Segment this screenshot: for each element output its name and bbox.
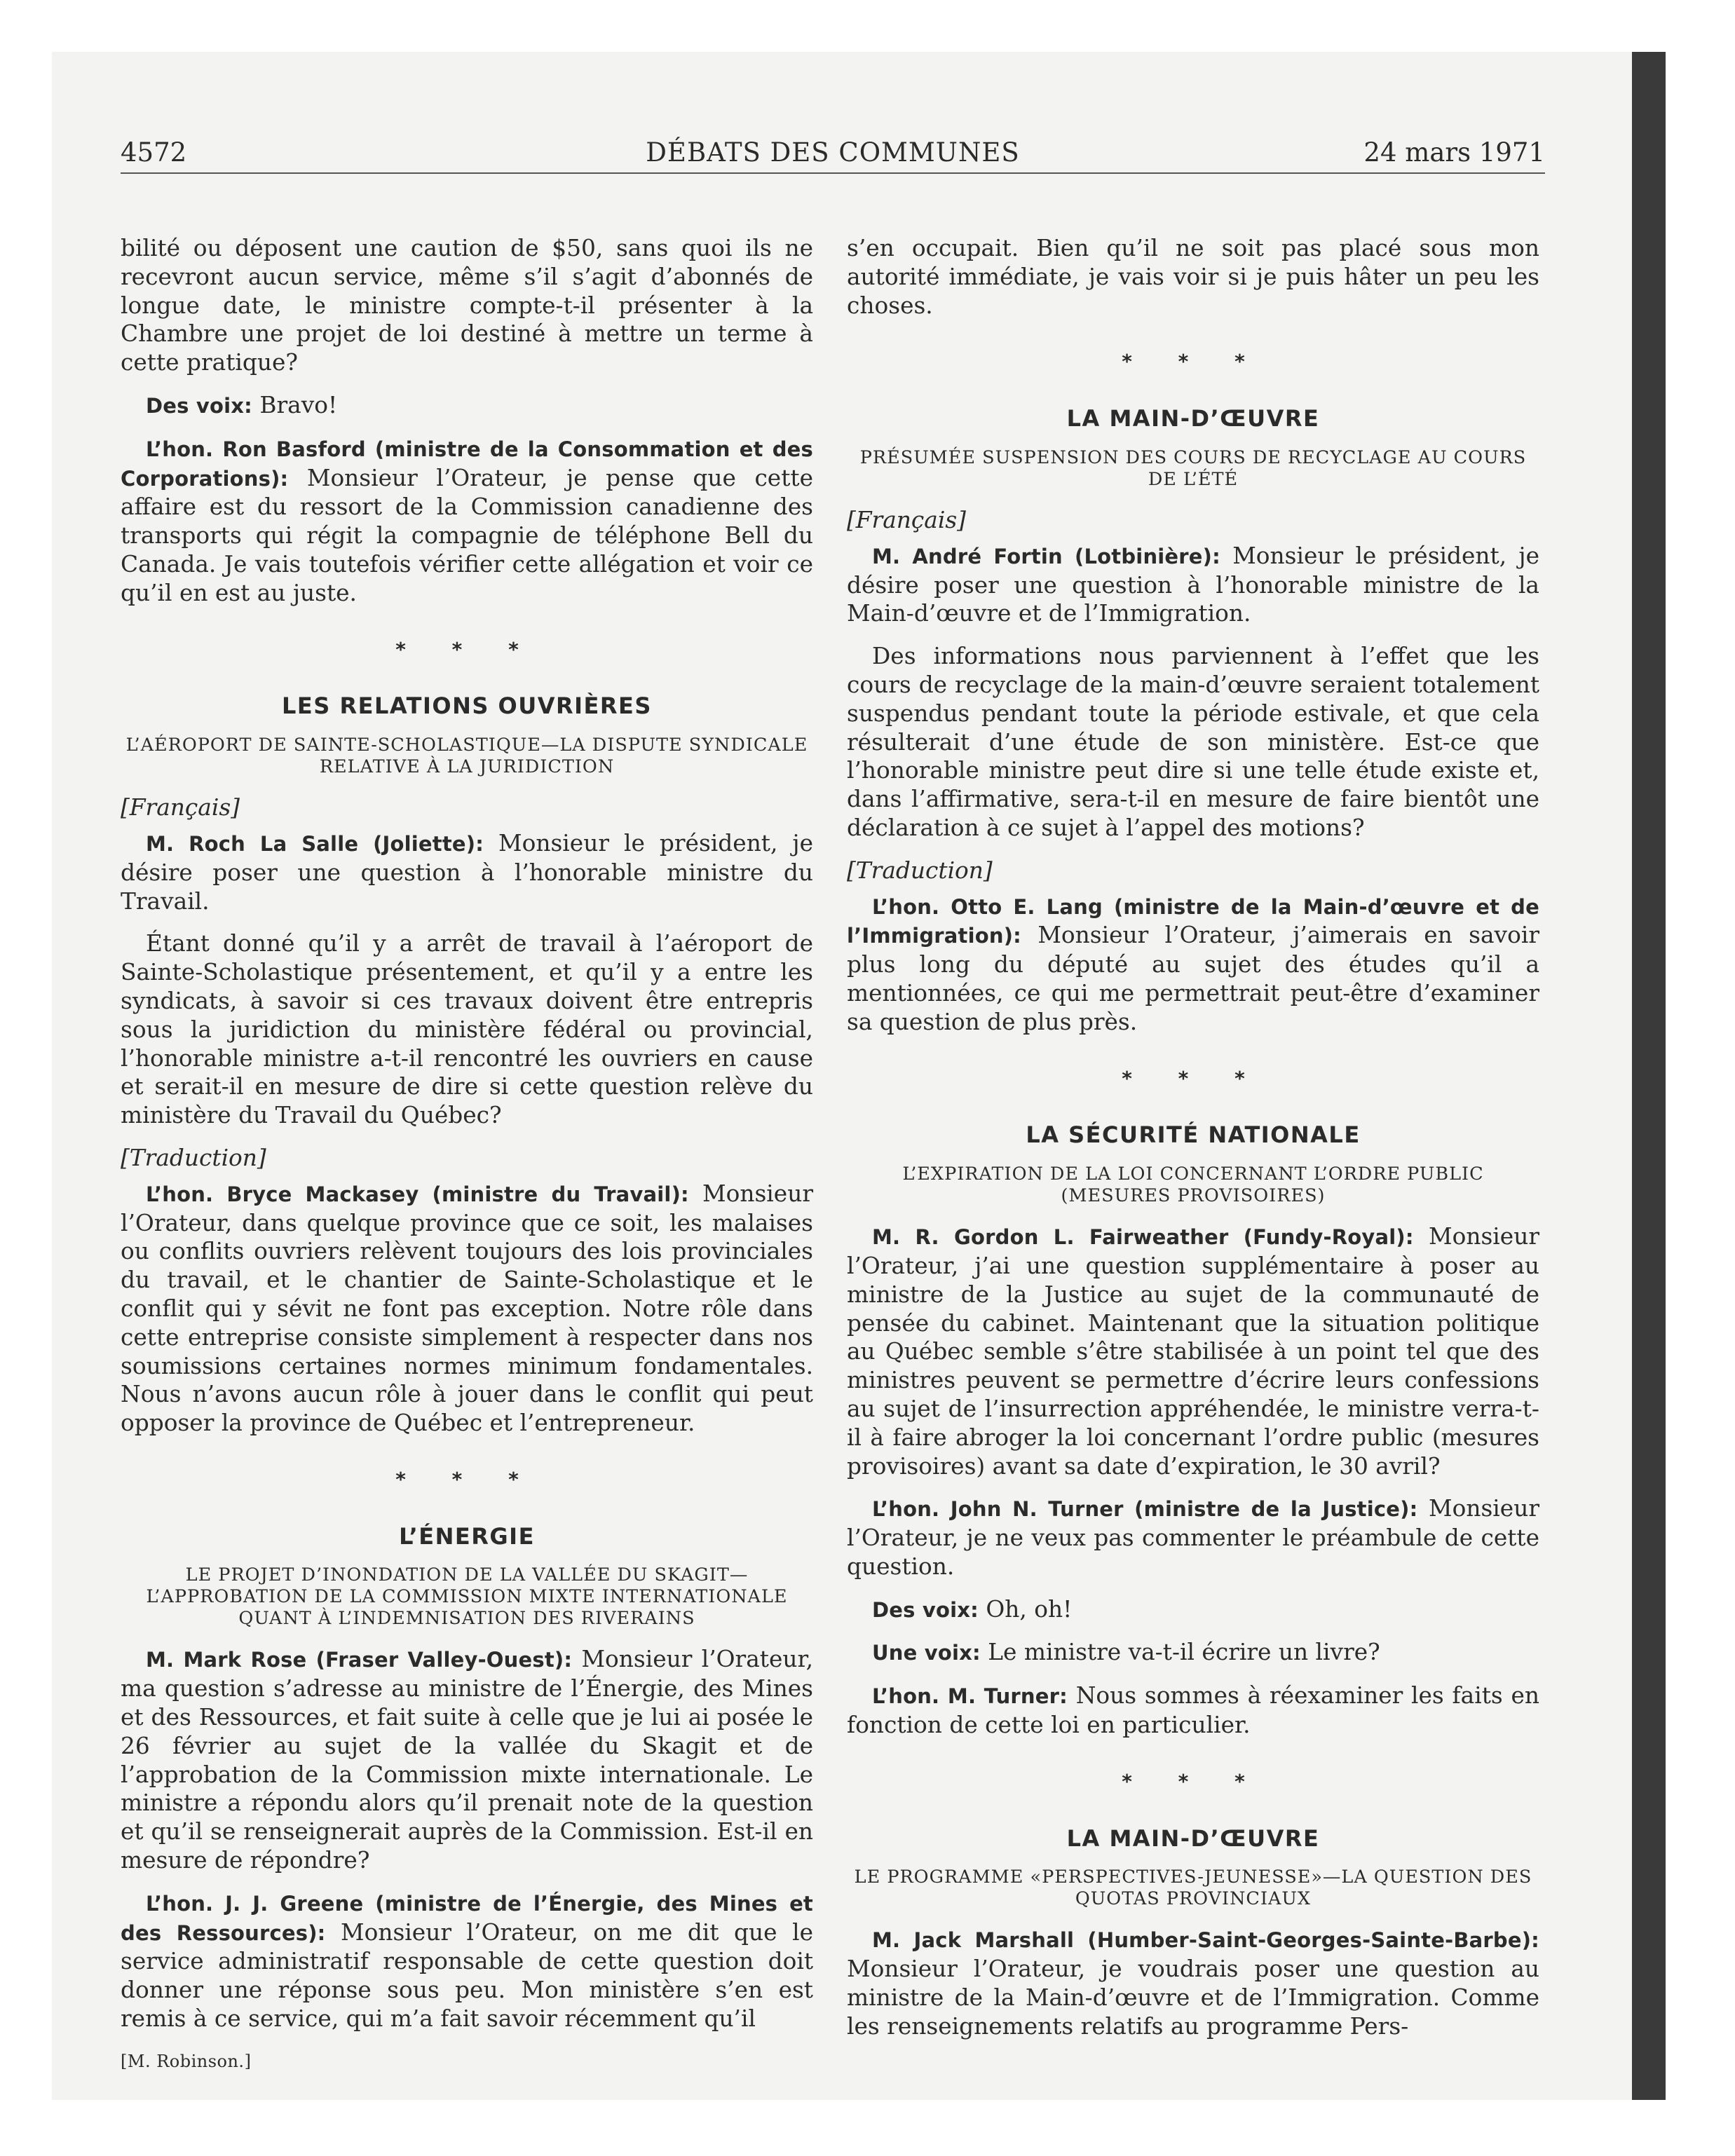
paragraph: Des informations nous parviennent à l’effet que les cours de recyclage de la main-d’œuvre seraient totalement suspendus pendant toute la période estivale, et que cela résulterait d’une étude de son ministère. Est-ce que l’honorable ministre peut dire si une telle étude existe et, dans l’affirmative, sera-t-il en mesure de faire bientôt une déclaration à ce sujet à l’appel des motions?	[847, 643, 1539, 841]
speaker: L’hon. John N. Turner (ministre de la Justice):	[872, 1497, 1418, 1522]
section-subheading: L’AÉROPORT DE SAINTE-SCHOLASTIQUE—LA DISPUTE SYNDICALE RELATIVE À LA JURIDICTION	[125, 735, 808, 778]
speaker: L’hon. Ron Basford (ministre de la Consommation et des Corporations):	[121, 437, 813, 491]
language-marker: [Traduction]	[847, 857, 993, 884]
section-separator: * * *	[1122, 350, 1265, 374]
section-subheading: PRÉSUMÉE SUSPENSION DES COURS DE RECYCLAGE AU COURS DE L’ÉTÉ	[859, 446, 1527, 490]
speaker: Une voix:	[872, 1641, 981, 1665]
paragraph	[847, 892, 1539, 1037]
speaker: Des voix:	[872, 1597, 979, 1622]
speaker: M. R. Gordon L. Fairweather (Fundy-Royal):	[872, 1225, 1414, 1250]
section-separator: * * *	[1122, 1066, 1265, 1090]
speech: Monsieur l’Orateur, je voudrais poser une question au ministre de la Main-d’œuvre et de l’Immigration. Comme les renseignements relatifs au programme Pers-	[847, 1956, 1539, 2040]
paragraph	[121, 1180, 813, 1438]
section-heading: LES RELATIONS OUVRIÈRES	[282, 692, 652, 720]
speech: Monsieur l’Orateur, dans quelque province que ce soit, les malaises ou conflits ouvriers relèvent toujours des lois provinciales du travail, et le chantier de Sainte-Scholastique et le conflit qui y sévit ne font pas exception. Notre rôle dans cette entreprise consiste simplement à respecter dans nos soumissions certaines normes minimum fondamentales. Nous n’avons aucun rôle à jouer dans le conflit qui peut opposer la province de Québec et l’entrepreneur.	[121, 1180, 814, 1437]
language-marker: [Traduction]	[121, 1144, 266, 1171]
paragraph	[847, 1222, 1539, 1480]
speech: Monsieur le président, je désire poser une question à l’honorable ministre du Travail.	[121, 829, 813, 915]
publication-title: DÉBATS DES COMMUNES	[646, 137, 1020, 168]
section-subheading: LE PROJET D’INONDATION DE LA VALLÉE DU SKAGIT—L’APPROBATION DE LA COMMISSION MIXTE INTERNATIONALE QUANT À L’INDEMNISATION DES RIVERAINS	[146, 1564, 788, 1630]
section-heading: LA MAIN-D’ŒUVRE	[1066, 1824, 1320, 1852]
section-heading: LA SÉCURITÉ NATIONALE	[1026, 1121, 1361, 1149]
speaker: M. André Fortin (Lotbinière):	[872, 544, 1220, 568]
speech: Monsieur l’Orateur, j’aimerais en savoir plus long du député au sujet des études qu’il a mentionnées, ce qui me permettrait peut-être d’examiner sa question de plus près.	[847, 922, 1539, 1035]
scan-edge-bar	[1632, 52, 1666, 2100]
paragraph	[121, 1645, 813, 1874]
speaker: L’hon. Bryce Mackasey (ministre du Travail):	[146, 1182, 689, 1206]
speaker: M. Jack Marshall (Humber-Saint-Georges-Sainte-Barbe):	[872, 1928, 1539, 1953]
speaker: M. Roch La Salle (Joliette):	[146, 831, 484, 856]
speaker: L’hon. J. J. Greene (ministre de l’Énergie, des Mines et des Ressources):	[121, 1891, 813, 1945]
speech: Nous sommes à réexaminer les faits en fonction de cette loi en particulier.	[847, 1682, 1539, 1739]
paragraph	[847, 1681, 1539, 1740]
section-subheading: L’EXPIRATION DE LA LOI CONCERNANT L’ORDRE PUBLIC (MESURES PROVISOIRES)	[902, 1164, 1484, 1207]
speech: Monsieur le président, je désire poser une question à l’honorable ministre de la Main-d’œuvre et de l’Immigration.	[847, 542, 1539, 627]
paragraph: bilité ou déposent une caution de $50, sans quoi ils ne recevront aucun service, même s’il s’agit d’abonnés de longue date, le ministre compte-t-il présenter à la Chambre une projet de loi destiné à mettre un terme à cette pratique?	[121, 235, 813, 376]
page-header	[121, 137, 1545, 174]
speech: Monsieur l’Orateur, je ne veux pas commenter le préambule de cette question.	[847, 1495, 1540, 1580]
speech: Monsieur l’Orateur, je pense que cette affaire est du ressort de la Commission canadienne des transports qui régit la compagnie de téléphone Bell du Canada. Je vais toutefois vérifier cette allégation et voir ce qu’il en est au juste.	[121, 464, 813, 606]
paragraph	[847, 542, 1539, 628]
language-marker: [Français]	[121, 794, 240, 821]
speaker: L’hon. Otto E. Lang (ministre de la Main-d’œuvre et de l’Immigration):	[847, 894, 1539, 948]
publication-date: 24 mars 1971	[1363, 137, 1545, 168]
section-separator: * * *	[395, 1467, 538, 1491]
page-number: 4572	[121, 137, 187, 168]
footer-note: [M. Robinson.]	[121, 2051, 252, 2071]
language-marker: [Français]	[847, 506, 966, 533]
paragraph	[121, 391, 813, 421]
paragraph	[121, 829, 813, 915]
section-heading: L’ÉNERGIE	[399, 1522, 535, 1550]
paragraph	[847, 1595, 1539, 1625]
right-column	[847, 234, 1539, 2055]
speaker: Des voix:	[146, 393, 252, 418]
speaker: L’hon. M. Turner:	[872, 1684, 1068, 1709]
speech: Monsieur l’Orateur, ma question s’adresse au ministre de l’Énergie, des Mines et des Ressources, et fait suite à celle que je lui ai posée le 26 février au sujet de la vallée du Skagit et de l’approbation de la Commission mixte internationale. Le ministre a répondu alors qu’il prenait note de la question et qu’il se renseignerait auprès de la Commission. Est-il en mesure de répondre?	[121, 1646, 813, 1874]
paragraph: Étant donné qu’il y a arrêt de travail à l’aéroport de Sainte-Scholastique présentement, et qu’il y a entre les syndicats, à savoir si ces travaux doivent être entrepris sous la juridiction du ministère fédéral ou provincial, l’honorable ministre a-t-il rencontré les ouvriers en cause et serait-il en mesure de dire si cette question relève du ministère du Travail du Québec?	[121, 930, 813, 1129]
speech: Le ministre va-t-il écrire un livre?	[980, 1639, 1380, 1666]
paragraph	[847, 1925, 1539, 2040]
paragraph: s’en occupait. Bien qu’il ne soit pas placé sous mon autorité immédiate, je vais voir si je puis hâter un peu les choses.	[847, 235, 1539, 319]
speaker: M. Mark Rose (Fraser Valley-Ouest):	[146, 1648, 573, 1672]
section-separator: * * *	[1122, 1769, 1265, 1793]
speech: Monsieur l’Orateur, j’ai une question supplémentaire à poser au ministre de la Justice au sujet de la communauté de pensée du cabinet. Maintenant que la situation politique au Québec semble s’être stabilisée à un point tel que des ministres peuvent se permettre d’écrire leurs confessions au sujet de l’insurrection appréhendée, le ministre verra-t-il à faire abroger la loi concernant l’ordre public (mesures provisoires) avant sa date d’expiration, le 30 avril?	[847, 1223, 1539, 1480]
paragraph	[121, 1889, 813, 2033]
speech: Oh, oh!	[978, 1595, 1073, 1623]
section-separator: * * *	[395, 637, 538, 661]
paragraph	[121, 435, 813, 608]
paragraph	[847, 1494, 1539, 1581]
paragraph	[847, 1638, 1539, 1667]
left-column	[121, 234, 813, 2076]
speech: Monsieur l’Orateur, on me dit que le service administratif responsable de cette question doit donner une réponse sous peu. Mon ministère s’en est remis à ce service, qui m’a fait savoir récemment qu’il	[121, 1918, 813, 2033]
speech: Bravo!	[252, 391, 338, 418]
section-heading: LA MAIN-D’ŒUVRE	[1066, 405, 1320, 432]
section-subheading: LE PROGRAMME «PERSPECTIVES-JEUNESSE»—LA QUESTION DES QUOTAS PROVINCIAUX	[854, 1867, 1532, 1910]
